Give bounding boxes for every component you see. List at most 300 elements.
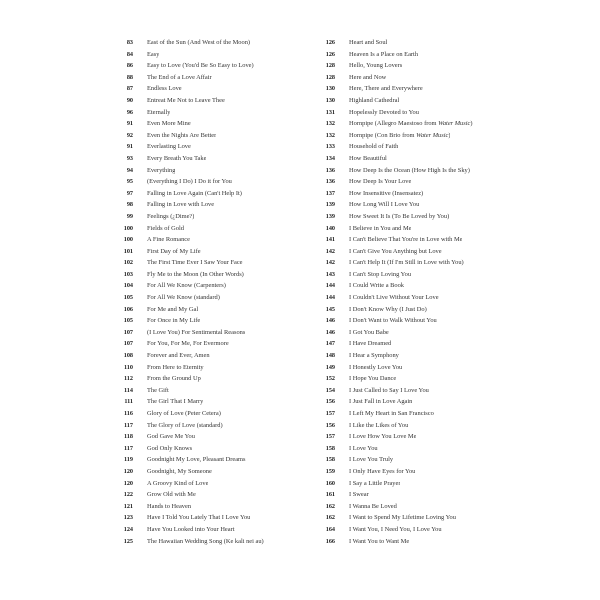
toc-entry	[314, 199, 504, 211]
toc-entry	[314, 72, 504, 84]
song-title-text: Feelings (¿Dime?)	[147, 212, 195, 220]
page-number: 84	[126, 50, 133, 58]
toc-entry	[112, 188, 312, 200]
song-title	[349, 107, 419, 119]
song-title-text: Goodnight, My Someone	[147, 467, 212, 475]
toc-entry	[314, 454, 504, 466]
song-title-text: Eternally	[147, 108, 171, 116]
song-title-text: Grow Old with Me	[147, 491, 196, 499]
page-number: 145	[325, 305, 335, 313]
toc-entry	[314, 246, 504, 258]
song-title-text: From the Ground Up	[147, 375, 201, 383]
song-title-text: I Don't Want to Walk Without You	[349, 317, 437, 325]
toc-entry	[314, 118, 504, 130]
song-title	[349, 454, 393, 466]
page-number: 100	[123, 224, 133, 232]
song-title-text: How Long Will I Love You	[349, 201, 420, 209]
song-title-text: The Glory of Love (standard)	[147, 421, 223, 429]
song-title	[147, 95, 225, 107]
page-number: 107	[123, 340, 133, 348]
song-title-text: Easy	[147, 50, 160, 58]
song-title-text: Hornpipe (Allegro Maestoso from	[349, 120, 439, 128]
toc-entry	[112, 315, 312, 327]
song-title	[349, 350, 399, 362]
song-title	[147, 257, 243, 269]
song-title-text: Falling in Love Again (Can't Help It)	[147, 189, 242, 197]
page-number: 88	[126, 73, 133, 81]
song-title-text: Household of Faith	[349, 143, 399, 151]
toc-entry	[314, 107, 504, 119]
page-number: 141	[325, 236, 335, 244]
song-title	[349, 327, 389, 339]
song-title-italic: Water Music	[416, 131, 449, 139]
page-number: 162	[325, 514, 335, 522]
song-title	[147, 501, 191, 513]
page-number: 132	[325, 131, 335, 139]
song-title	[147, 373, 201, 385]
page-number: 96	[126, 108, 133, 116]
page-number: 83	[126, 39, 133, 46]
song-title	[147, 338, 229, 350]
song-title-text: God Only Knows	[147, 444, 193, 452]
song-title-text: Even More Mine	[147, 120, 191, 128]
toc-entry	[314, 524, 504, 536]
toc-entry	[112, 454, 312, 466]
song-title-text: I Can't Help It (If I'm Still in Love with You)	[349, 259, 464, 267]
toc-entry	[112, 443, 312, 455]
song-title	[147, 83, 182, 95]
toc-entry	[314, 501, 504, 513]
song-title-text: I Can't Believe That You're in Love with Me	[349, 236, 463, 244]
song-title-text: How Beautiful	[349, 154, 387, 162]
song-title-text: I Hear a Symphony	[349, 352, 399, 360]
song-title-text: Have I Told You Lately That I Love You	[147, 514, 251, 522]
page-number: 126	[325, 50, 335, 58]
song-title-text: (Everything I Do) I Do it for You	[147, 178, 232, 186]
song-title-text: Here, There and Everywhere	[349, 85, 423, 93]
page-number: 114	[124, 386, 133, 394]
song-title	[147, 223, 184, 235]
toc-entry	[314, 292, 504, 304]
song-title	[349, 431, 416, 443]
toc-entry	[314, 141, 504, 153]
song-title-text: I Hope You Dance	[349, 375, 397, 383]
toc-entry	[112, 489, 312, 501]
song-title-text: I Can't Stop Loving You	[349, 270, 412, 278]
page-number: 99	[126, 212, 133, 220]
song-title	[349, 95, 399, 107]
toc-entry	[314, 60, 504, 72]
page-number: 137	[325, 189, 335, 197]
toc-entry	[314, 478, 504, 490]
toc-entry	[112, 211, 312, 223]
page-number: 128	[325, 62, 335, 70]
page-number: 101	[123, 247, 133, 255]
toc-entry	[314, 95, 504, 107]
song-title	[349, 269, 411, 281]
song-title	[349, 512, 456, 524]
page-number: 164	[325, 525, 335, 533]
toc-entry	[112, 478, 312, 490]
toc-entry	[112, 141, 312, 153]
page-number: 120	[123, 479, 133, 487]
song-title-text: God Gave Me You	[147, 433, 195, 441]
song-title	[349, 153, 387, 165]
page-number: 157	[325, 433, 335, 441]
song-title-text: Heart and Soul	[349, 39, 388, 46]
song-title-text: I Believe in You and Me	[349, 224, 412, 232]
song-title-text: I Just Fall in Love Again	[349, 398, 413, 406]
song-title	[349, 408, 434, 420]
song-title	[349, 165, 470, 177]
toc-entry	[314, 269, 504, 281]
song-title-text: From Here to Eternity	[147, 363, 204, 371]
page-number: 116	[124, 410, 133, 417]
song-title-text: For All We Know (Carpenters)	[147, 282, 226, 290]
song-title	[147, 49, 159, 61]
song-title-text: I Don't Know Why (I Just Do)	[349, 305, 427, 313]
song-title-text: The Girl That I Marry	[147, 398, 204, 406]
song-title-text: The Gift	[147, 386, 169, 394]
song-title-text: I Like the Likes of You	[349, 421, 409, 429]
page-number: 102	[123, 259, 133, 267]
song-title-suffix: )	[470, 120, 473, 128]
page-number: 133	[325, 143, 335, 151]
toc-entry	[112, 304, 312, 316]
toc-entry	[314, 512, 504, 524]
song-title-text: I Swear	[349, 491, 369, 499]
song-title-text: Have You Looked into Your Heart	[147, 525, 235, 533]
song-title-text: I Say a Little Prayer	[349, 479, 401, 487]
toc-entry	[112, 165, 312, 177]
page-number: 128	[325, 73, 335, 81]
song-title	[147, 292, 220, 304]
page-number: 93	[126, 154, 133, 162]
page-number: 111	[124, 398, 133, 406]
song-title	[349, 118, 473, 130]
toc-entry	[112, 512, 312, 524]
page-number: 156	[325, 421, 335, 429]
song-title	[147, 234, 190, 246]
toc-entry	[314, 83, 504, 95]
page-number: 92	[126, 131, 133, 139]
song-title-text: Fields of Gold	[147, 224, 184, 232]
song-title	[147, 489, 196, 501]
toc-entry	[112, 257, 312, 269]
toc-entry	[112, 420, 312, 432]
song-title-text: Forever and Ever, Amen	[147, 352, 210, 360]
toc-entry	[314, 37, 504, 49]
song-title-text: I Love You	[349, 444, 378, 452]
toc-entry	[112, 385, 312, 397]
page-number: 121	[123, 502, 133, 510]
song-title	[349, 188, 423, 200]
song-title-text: Easy to Love (You'd Be So Easy to Love)	[147, 62, 254, 70]
page-number: 166	[325, 537, 335, 545]
song-title-text: I Want to Spend My Lifetime Loving You	[349, 514, 456, 522]
page-number: 160	[325, 479, 335, 487]
song-title	[147, 350, 210, 362]
song-title-text: I Love You Truly	[349, 456, 394, 464]
page-number: 105	[123, 294, 133, 302]
page-number: 131	[325, 108, 335, 116]
toc-entry	[112, 199, 312, 211]
toc-entry	[314, 536, 504, 548]
page-number: 134	[325, 154, 335, 162]
toc-entry	[112, 466, 312, 478]
page-number: 103	[123, 270, 133, 278]
song-title	[147, 141, 191, 153]
page-number: 90	[126, 96, 133, 104]
song-title-text: I Can't Give You Anything but Love	[349, 247, 442, 255]
toc-entry	[314, 211, 504, 223]
toc-entry	[314, 188, 504, 200]
toc-entry	[112, 501, 312, 513]
song-title-text: Everlasting Love	[147, 143, 191, 151]
song-title-text: I Only Have Eyes for You	[349, 467, 416, 475]
song-title-text: (I Love You) For Sentimental Reasons	[147, 328, 246, 336]
song-title-text: A Fine Romance	[147, 236, 190, 244]
toc-entry	[314, 280, 504, 292]
page-number: 98	[126, 201, 133, 209]
song-title-text: I Want You, I Need You, I Love You	[349, 525, 442, 533]
song-title-text: Endless Love	[147, 85, 182, 93]
toc-entry	[314, 304, 504, 316]
page-number: 146	[325, 328, 335, 336]
page-number: 130	[325, 96, 335, 104]
page-number: 110	[124, 363, 133, 371]
song-title	[349, 362, 402, 374]
toc-entry	[314, 408, 504, 420]
song-title	[349, 385, 429, 397]
page-number: 107	[123, 328, 133, 336]
song-title	[349, 315, 437, 327]
toc-entry	[112, 350, 312, 362]
page-number: 156	[325, 398, 335, 406]
song-title	[349, 478, 400, 490]
page-number: 144	[325, 294, 335, 302]
page-number: 146	[325, 317, 335, 325]
song-title	[147, 37, 250, 49]
song-title-text: For Me and My Gal	[147, 305, 199, 313]
song-title-text: I Could Write a Book	[349, 282, 405, 290]
song-title-text: Highland Cathedral	[349, 96, 400, 104]
toc-entry	[314, 396, 504, 408]
toc-entry	[112, 269, 312, 281]
song-title-text: For All We Know (standard)	[147, 294, 220, 302]
song-title-text: Hornpipe (Con Brio from	[349, 131, 417, 139]
page-number: 157	[325, 410, 335, 417]
page-number: 91	[126, 120, 133, 128]
toc-entry	[314, 362, 504, 374]
toc-entry	[314, 234, 504, 246]
song-title	[147, 72, 212, 84]
page-number: 143	[325, 270, 335, 278]
song-title-text: I Have Dreamed	[349, 340, 392, 348]
song-title	[147, 153, 206, 165]
page-number: 154	[325, 386, 335, 394]
page-number: 139	[325, 201, 335, 209]
page-number: 118	[124, 433, 133, 441]
song-title-text: The End of a Love Affair	[147, 73, 212, 81]
toc-entry	[112, 83, 312, 95]
page-number: 91	[126, 143, 133, 151]
toc-entry	[314, 327, 504, 339]
song-title	[349, 234, 462, 246]
toc-entry	[314, 466, 504, 478]
song-title	[349, 72, 386, 84]
song-title-text: East of the Sun (And West of the Moon)	[147, 39, 251, 46]
page-number: 120	[123, 467, 133, 475]
page-number: 158	[325, 444, 335, 452]
toc-entry	[314, 130, 504, 142]
song-title	[349, 292, 439, 304]
song-title	[349, 501, 397, 513]
page-number: 152	[325, 375, 335, 383]
song-title	[147, 420, 223, 432]
toc-entry	[314, 49, 504, 61]
page-number: 148	[325, 352, 335, 360]
song-title	[147, 524, 235, 536]
song-title-text: Hopelessly Devoted to You	[349, 108, 419, 116]
page-number: 100	[123, 236, 133, 244]
song-title-text: How Deep Is the Ocean (How High Is the Sky)	[349, 166, 470, 174]
song-title-text: For You, For Me, For Evermore	[147, 340, 229, 348]
song-title-text: Goodnight My Love, Pleasant Dreams	[147, 456, 246, 464]
toc-entry	[314, 338, 504, 350]
page-number: 132	[325, 120, 335, 128]
toc-entry	[314, 350, 504, 362]
toc-entry	[112, 176, 312, 188]
song-title	[349, 396, 412, 408]
toc-entry	[112, 118, 312, 130]
page-number: 147	[325, 340, 335, 348]
song-title-text: The First Time Ever I Saw Your Face	[147, 259, 243, 267]
page-number: 112	[124, 375, 133, 383]
song-title-text: Everything	[147, 166, 176, 174]
song-title-text: I Love How You Love Me	[349, 433, 417, 441]
song-title	[349, 83, 423, 95]
song-title	[147, 176, 232, 188]
toc-entry	[112, 362, 312, 374]
song-title	[349, 466, 415, 478]
toc-entry	[112, 107, 312, 119]
toc-entry	[112, 524, 312, 536]
song-title	[147, 443, 192, 455]
toc-entry	[314, 165, 504, 177]
song-title-text: Entreat Me Not to Leave Thee	[147, 96, 225, 104]
song-title	[349, 199, 419, 211]
song-title	[147, 315, 200, 327]
page-number: 159	[325, 467, 335, 475]
toc-entry	[112, 246, 312, 258]
toc-entry	[112, 37, 312, 49]
toc-entry	[112, 60, 312, 72]
song-title-text: I Couldn't Live Without Your Love	[349, 294, 439, 302]
page-number: 140	[325, 224, 335, 232]
song-title-text: Fly Me to the Moon (In Other Words)	[147, 270, 244, 278]
song-title	[349, 373, 396, 385]
song-title	[147, 536, 264, 548]
page-number: 104	[123, 282, 133, 290]
toc-entry	[112, 431, 312, 443]
toc-entry	[314, 176, 504, 188]
song-title	[147, 512, 250, 524]
song-title	[147, 199, 214, 211]
song-title	[349, 536, 409, 548]
page-number: 117	[124, 444, 133, 452]
toc-entry	[112, 95, 312, 107]
song-title-text: Hands to Heaven	[147, 502, 192, 510]
toc-entry	[112, 327, 312, 339]
toc-column-right	[314, 37, 504, 547]
song-title-text: How Deep Is Your Love	[349, 178, 412, 186]
song-title-text: For Once in My Life	[147, 317, 201, 325]
toc-entry	[112, 373, 312, 385]
page-number: 125	[123, 537, 133, 545]
song-title	[349, 443, 378, 455]
page-number: 142	[325, 247, 335, 255]
song-title	[349, 524, 442, 536]
song-title	[349, 37, 387, 49]
page-number: 122	[123, 491, 133, 499]
song-title-suffix: )	[448, 131, 451, 139]
song-title	[349, 176, 411, 188]
song-title-italic: Water Music	[438, 120, 471, 128]
song-title	[147, 60, 254, 72]
page-number: 106	[123, 305, 133, 313]
page-number: 144	[325, 282, 335, 290]
page-number: 97	[126, 189, 133, 197]
toc-entry	[314, 431, 504, 443]
toc-entry	[314, 385, 504, 397]
toc-entry	[112, 72, 312, 84]
song-title-text: I Wanna Be Loved	[349, 502, 397, 510]
page-number: 94	[126, 166, 133, 174]
toc-entry	[314, 223, 504, 235]
song-title	[147, 304, 198, 316]
song-title	[147, 118, 191, 130]
song-title	[349, 257, 464, 269]
page-number: 105	[123, 317, 133, 325]
toc-entry	[112, 234, 312, 246]
song-title	[349, 304, 427, 316]
toc-entry	[112, 223, 312, 235]
page-number: 130	[325, 85, 335, 93]
page-number: 162	[325, 502, 335, 510]
page-number: 136	[325, 166, 335, 174]
toc-entry	[314, 153, 504, 165]
song-title	[147, 466, 212, 478]
page-number: 158	[325, 456, 335, 464]
song-title	[349, 130, 450, 142]
song-title	[147, 269, 244, 281]
song-title-text: Every Breath You Take	[147, 154, 207, 162]
toc-entry	[112, 280, 312, 292]
song-title-text: A Groovy Kind of Love	[147, 479, 209, 487]
song-title-text: First Day of My Life	[147, 247, 201, 255]
song-title	[147, 130, 216, 142]
toc-entry	[112, 396, 312, 408]
toc-column-left	[112, 37, 312, 547]
toc-entry	[112, 292, 312, 304]
page-number: 149	[325, 363, 335, 371]
song-title-text: Here and Now	[349, 73, 387, 81]
song-title	[349, 338, 391, 350]
song-title	[147, 246, 201, 258]
song-title	[147, 362, 204, 374]
song-title-text: I Want You to Want Me	[349, 537, 410, 545]
